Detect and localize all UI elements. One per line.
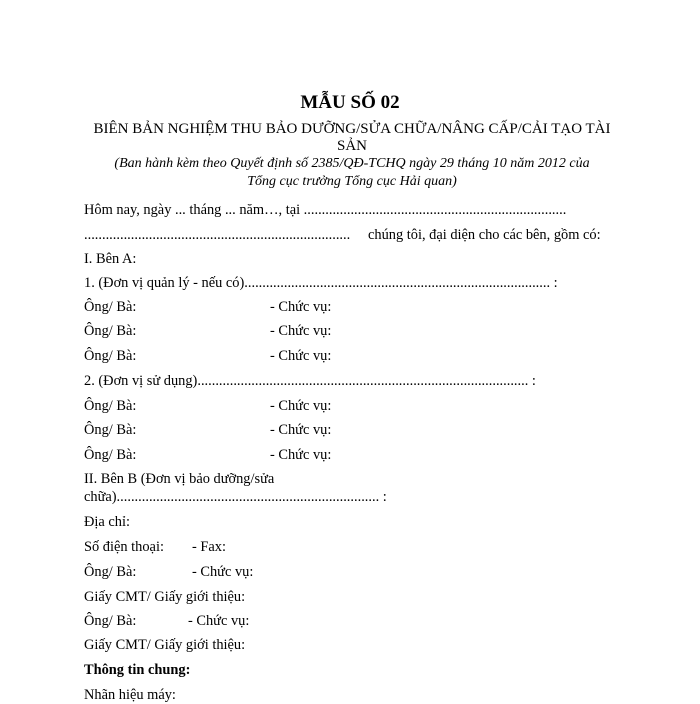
party-b-heading-line-2: chữa)......................................................................... : bbox=[84, 489, 387, 505]
party-b-person-1-label: Ông/ Bà: bbox=[84, 564, 137, 580]
form-number-title: MẪU SỐ 02 bbox=[300, 92, 400, 113]
party-b-phone-label: Số điện thoại: bbox=[84, 539, 164, 555]
party-a-person-5-label: Ông/ Bà: bbox=[84, 422, 137, 438]
issuance-note-line-2: Tổng cục trưởng Tổng cục Hải quan) bbox=[247, 174, 457, 189]
general-info-heading: Thông tin chung: bbox=[84, 662, 191, 678]
party-b-position-1-label: - Chức vụ: bbox=[192, 564, 254, 580]
party-b-address-label: Địa chỉ: bbox=[84, 514, 130, 530]
party-b-id-1-label: Giấy CMT/ Giấy giới thiệu: bbox=[84, 589, 246, 605]
party-b-fax-label: - Fax: bbox=[192, 539, 226, 555]
party-a-position-5-label: - Chức vụ: bbox=[270, 422, 332, 438]
party-a-person-3-label: Ông/ Bà: bbox=[84, 348, 137, 364]
intro-representatives-text: chúng tôi, đại diện cho các bên, gồm có: bbox=[368, 227, 601, 243]
subtitle-line-2: SẢN bbox=[336, 138, 367, 154]
party-a-position-2-label: - Chức vụ: bbox=[270, 323, 332, 339]
party-a-position-1-label: - Chức vụ: bbox=[270, 299, 332, 315]
party-a-heading: I. Bên A: bbox=[84, 251, 137, 267]
issuance-note bbox=[84, 155, 620, 191]
party-b-id-2-label: Giấy CMT/ Giấy giới thiệu: bbox=[84, 637, 246, 653]
party-a-position-6-label: - Chức vụ: bbox=[270, 447, 332, 463]
issuance-note-line-1: (Ban hành kèm theo Quyết định số 2385/QĐ-TCHQ ngày 29 tháng 10 năm 2012 của bbox=[114, 156, 590, 171]
subtitle-line-1: BIÊN BẢN NGHIỆM THU BẢO DƯỠNG/SỬA CHỮA/NÂNG CẤP/CẢI TẠO TÀI bbox=[93, 121, 611, 137]
document-subtitle bbox=[84, 121, 620, 155]
party-a-position-4-label: - Chức vụ: bbox=[270, 398, 332, 414]
party-a-person-2-label: Ông/ Bà: bbox=[84, 323, 137, 339]
party-a-person-1-label: Ông/ Bà: bbox=[84, 299, 137, 315]
party-b-position-2-label: - Chức vụ: bbox=[188, 613, 250, 629]
intro-dots: .......................................................................... bbox=[84, 227, 351, 243]
party-a-person-4-label: Ông/ Bà: bbox=[84, 398, 137, 414]
party-a-user-unit: 2. (Đơn vị sử dụng)............................................................................................ : bbox=[84, 373, 536, 389]
party-a-person-6-label: Ông/ Bà: bbox=[84, 447, 137, 463]
party-a-management-unit: 1. (Đơn vị quản lý - nếu có)..................................................................................... : bbox=[84, 275, 558, 291]
intro-date-place-line: Hôm nay, ngày ... tháng ... năm…, tại ......................................................................... bbox=[84, 202, 567, 218]
machine-brand-label: Nhãn hiệu máy: bbox=[84, 687, 176, 703]
party-a-position-3-label: - Chức vụ: bbox=[270, 348, 332, 364]
party-b-person-2-label: Ông/ Bà: bbox=[84, 613, 137, 629]
party-b-heading-line-1: II. Bên B (Đơn vị bảo dưỡng/sửa bbox=[84, 471, 275, 487]
